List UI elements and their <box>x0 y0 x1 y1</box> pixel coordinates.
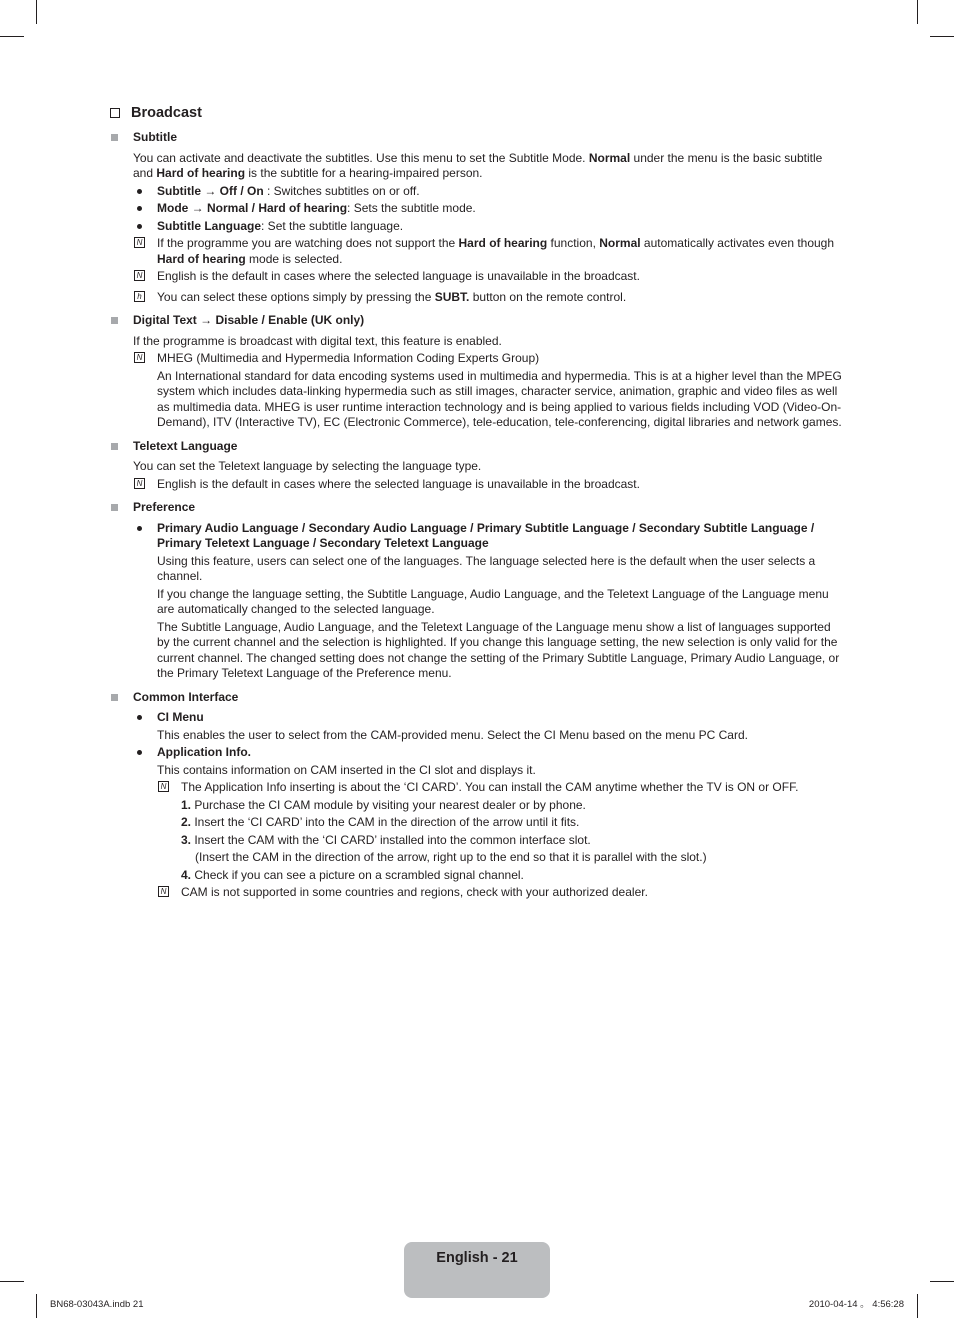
app-info-step: 4. Check if you can see a picture on a scrambled signal channel. <box>181 867 524 882</box>
footer-file-info: BN68-03043A.indb 21 <box>50 1299 144 1310</box>
common-interface-heading: Common Interface <box>110 690 845 706</box>
page-number-tab: English - 21 <box>404 1242 550 1298</box>
remote-icon: h <box>134 291 145 302</box>
bullet-icon <box>137 750 142 755</box>
crop-mark <box>0 1281 24 1282</box>
crop-mark <box>0 36 24 37</box>
subtitle-intro: You can activate and deactivate the subtitles. Use this menu to set the Subtitle Mode. Normal under the menu is the basic subtitle and Hard of hearing is the subtitle for a hearing-impaired person. <box>133 150 823 180</box>
crop-mark <box>930 36 954 37</box>
subtitle-note-hard-of-hearing: N If the programme you are watching does not support the Hard of hearing function, Normal automatically activates even though Hard of hearing mode is selected. <box>110 236 845 267</box>
crop-mark <box>930 1281 954 1282</box>
digital-text-detail: An International standard for data encoding systems used in multimedia and hypermedia. This is at a higher level than the MPEG system which includes data-linking hypermedia such as still images, character service, animation, graphic and video files as well as multimedia data. MHEG is user runtime interaction technology and is being applied to various fields including VOD (Video-On-Demand), ITV (Interactive TV), EC (Electronic Commerce), tele-education, tele-conferencing, digital libraries and network games. <box>157 368 842 429</box>
subtitle-bullet-mode: Mode → Normal / Hard of hearing: Sets the subtitle mode. <box>110 201 845 217</box>
app-info-text: This contains information on CAM inserted in the CI slot and displays it. <box>157 762 536 777</box>
section-title-text: Broadcast <box>131 105 202 121</box>
note-icon: N <box>134 270 145 281</box>
preference-heading: Preference <box>110 500 845 516</box>
subtitle-bullet-onoff: Subtitle → Off / On : Switches subtitles on or off. <box>110 184 845 200</box>
preference-paragraph: If you change the language setting, the Subtitle Language, Audio Language, and the Teletext Language of the Language menu are automatically changed to the selected language. <box>157 586 829 616</box>
app-info-step-continuation: (Insert the CAM in the direction of the arrow, right up to the end so that it is parallel with the slot.) <box>195 850 707 864</box>
ci-menu-bullet: CI Menu <box>110 710 845 726</box>
teletext-intro: You can set the Teletext language by selecting the language type. <box>133 459 482 473</box>
note-icon: N <box>158 781 169 792</box>
preference-bullet: Primary Audio Language / Secondary Audio Language / Primary Subtitle Language / Secondary Subtitle Language / Primary Teletext Language / Secondary Teletext Language <box>110 521 845 552</box>
app-info-note: N The Application Info inserting is about the ‘CI CARD’. You can install the CAM anytime whether the TV is ON or OFF. <box>110 780 845 796</box>
digital-text-intro: If the programme is broadcast with digital text, this feature is enabled. <box>133 333 502 348</box>
crop-mark <box>917 1294 918 1318</box>
teletext-note: N English is the default in cases where the selected language is unavailable in the broadcast. <box>110 477 845 493</box>
page-content <box>110 104 845 901</box>
subtitle-note-english-default: N English is the default in cases where the selected language is unavailable in the broadcast. <box>110 269 845 285</box>
bullet-icon <box>137 189 142 194</box>
teletext-heading: Teletext Language <box>110 439 845 455</box>
app-info-note-cam: N CAM is not supported in some countries and regions, check with your authorized dealer. <box>110 885 845 901</box>
section-title <box>110 104 845 122</box>
app-info-step: 2. Insert the ‘CI CARD’ into the CAM in the direction of the arrow until it fits. <box>181 815 580 829</box>
note-icon: N <box>134 237 145 248</box>
grey-square-icon <box>111 443 118 450</box>
subtitle-note-subt-button: h You can select these options simply by pressing the SUBT. button on the remote control. <box>110 290 845 306</box>
digital-text-heading: Digital Text → Disable / Enable (UK only) <box>110 313 845 329</box>
note-icon: N <box>158 886 169 897</box>
footer-timestamp: 2010-04-14 。 4:56:28 <box>808 1299 904 1310</box>
bullet-icon <box>137 715 142 720</box>
bullet-icon <box>137 224 142 229</box>
bullet-icon <box>137 526 142 531</box>
note-icon: N <box>134 352 145 363</box>
crop-mark <box>917 0 918 24</box>
grey-square-icon <box>111 694 118 701</box>
app-info-step: 3. Insert the CAM with the ‘CI CARD’ installed into the common interface slot. <box>181 832 591 847</box>
ci-menu-text: This enables the user to select from the CAM-provided menu. Select the CI Menu based on the menu PC Card. <box>157 727 748 742</box>
app-info-bullet: Application Info. <box>110 745 845 761</box>
grey-square-icon <box>111 504 118 511</box>
subtitle-bullet-language: Subtitle Language: Set the subtitle language. <box>110 219 845 235</box>
app-info-step: 1. Purchase the CI CAM module by visiting your nearest dealer or by phone. <box>181 797 586 812</box>
subtitle-heading: Subtitle <box>110 130 845 146</box>
note-icon: N <box>134 478 145 489</box>
checkbox-square-icon <box>110 108 120 118</box>
crop-mark <box>36 1294 37 1318</box>
preference-paragraph: The Subtitle Language, Audio Language, and the Teletext Language of the Language menu show a list of languages supported by the current channel and the selection is highlighted. If you change this language setting, the new selection is only valid for the current channel. The changed setting does not change the setting of the Primary Subtitle Language, Primary Audio Language, or the Primary Teletext Language of the Preference menu. <box>157 619 840 680</box>
grey-square-icon <box>111 317 118 324</box>
grey-square-icon <box>111 134 118 141</box>
crop-mark <box>36 0 37 24</box>
digital-text-note: N MHEG (Multimedia and Hypermedia Information Coding Experts Group) <box>110 351 845 367</box>
bullet-icon <box>137 206 142 211</box>
preference-paragraph: Using this feature, users can select one of the languages. The language selected here is the default when the user selects a channel. <box>157 553 816 583</box>
